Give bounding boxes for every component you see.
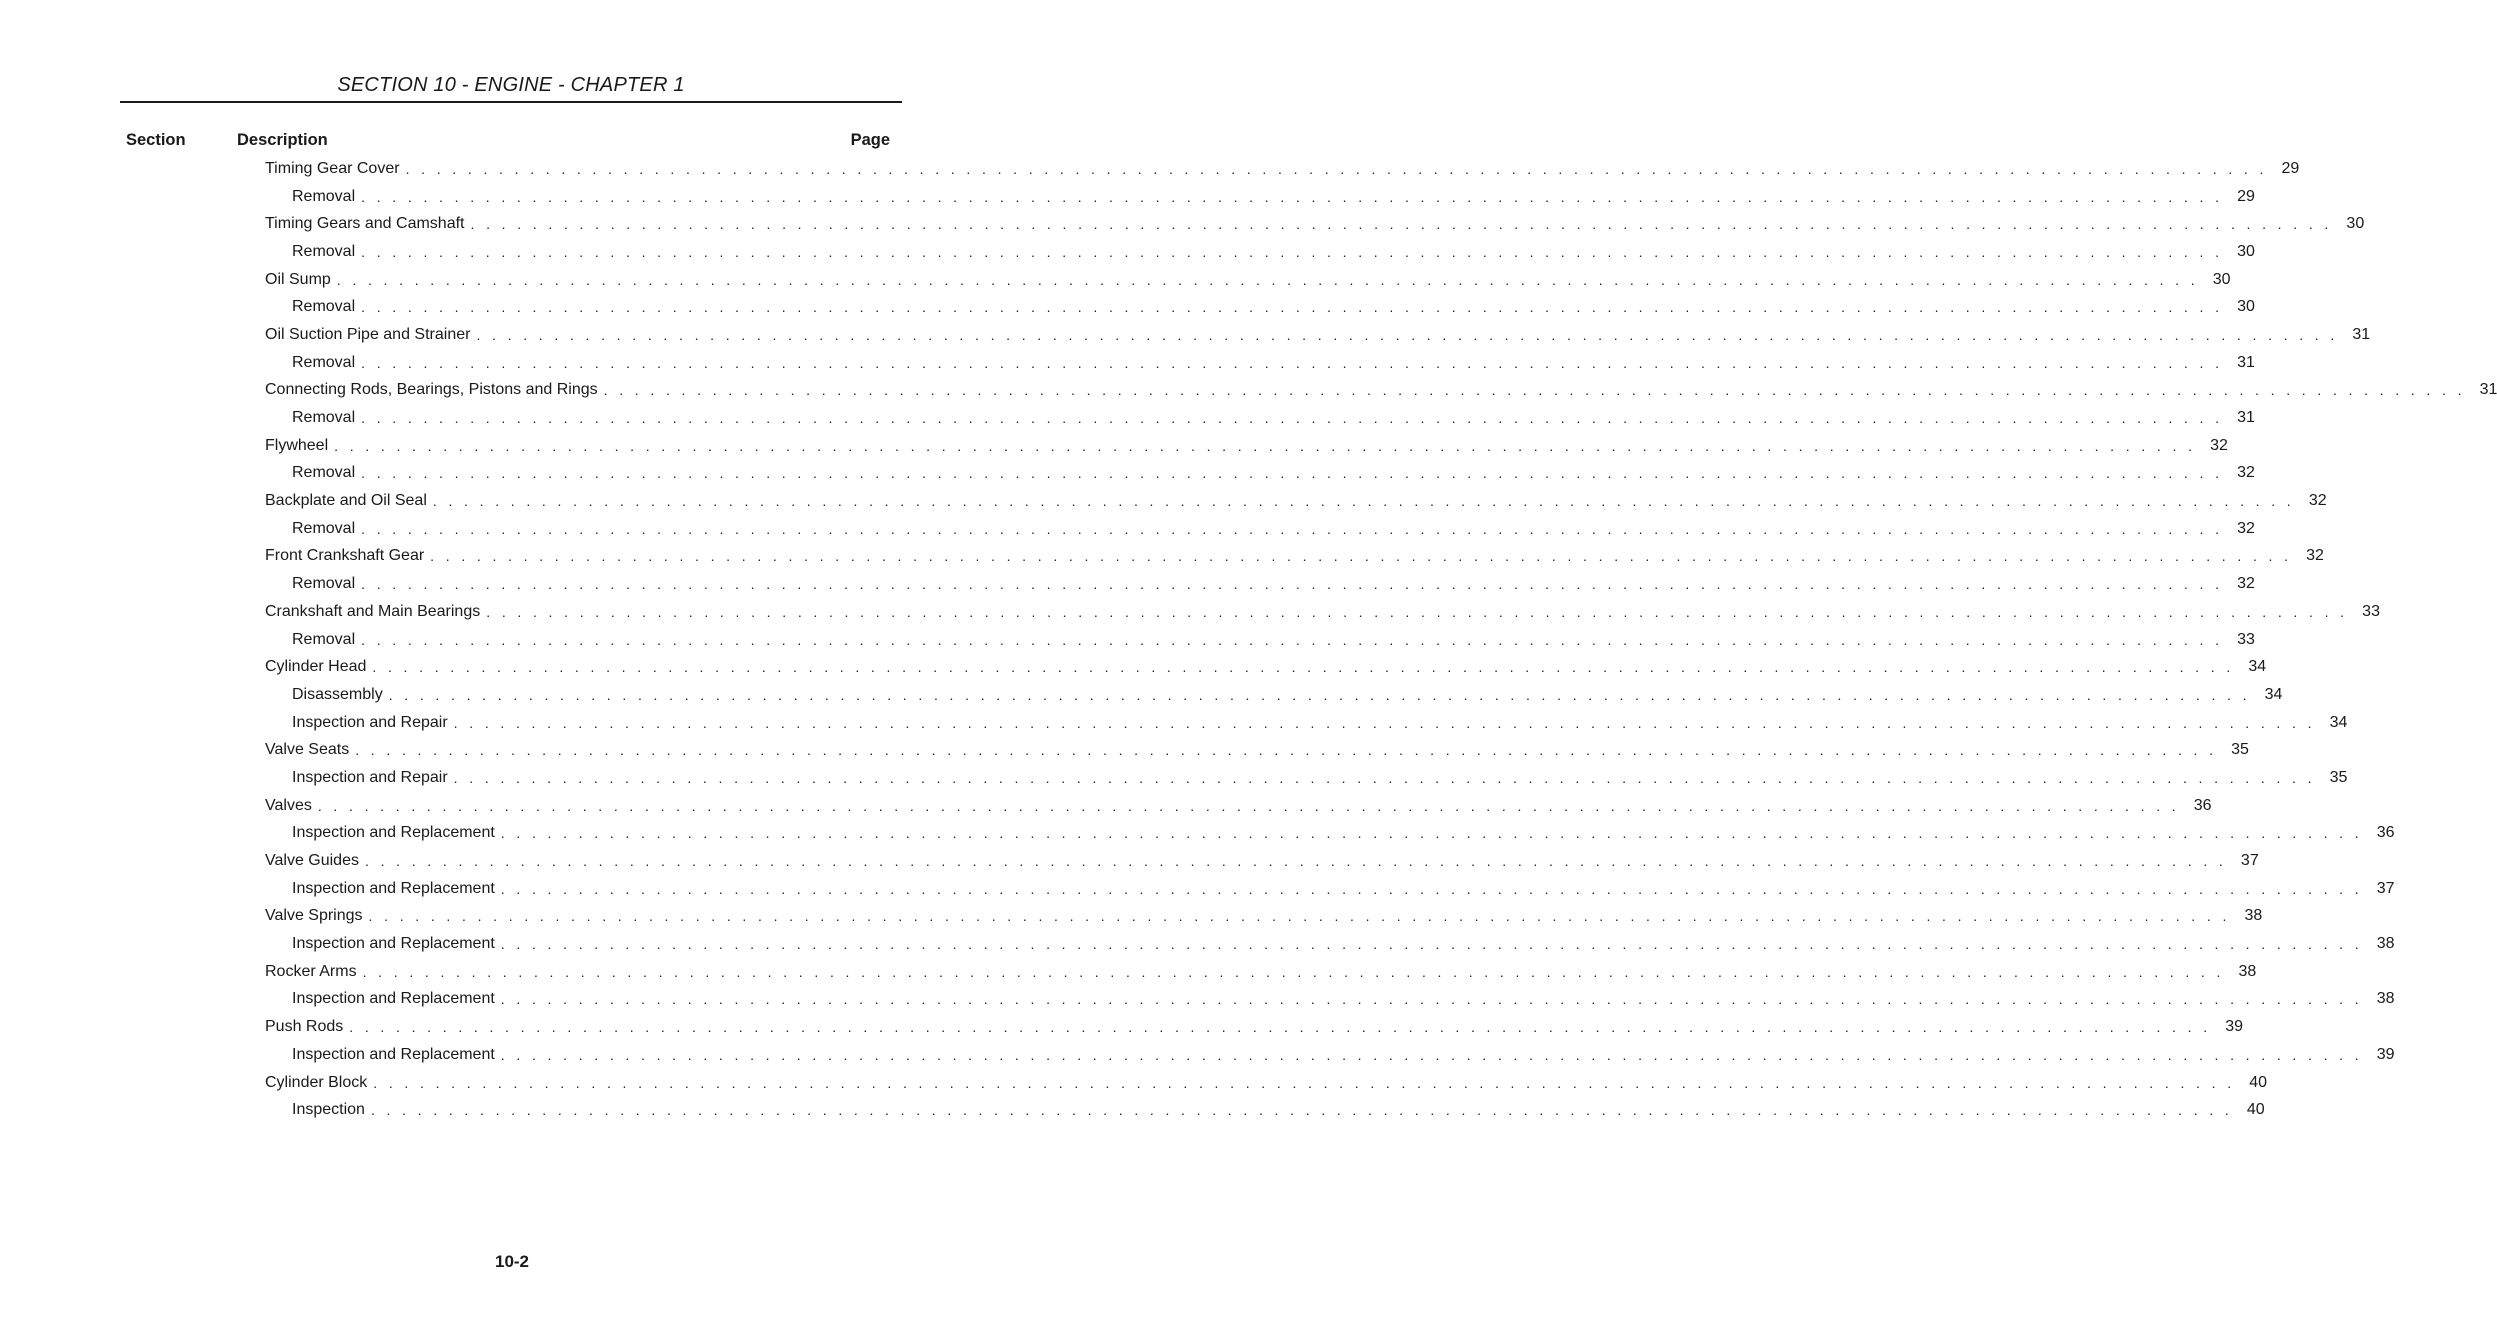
column-header-section: Section [126, 131, 186, 149]
toc-entry[interactable] [0, 764, 2348, 792]
toc-entry-page: 33 [2362, 602, 2380, 620]
toc-entry[interactable] [0, 266, 2231, 294]
dot-leader: . . . . . . . . . . . . . . . . . . . . . . . . . . . . . . . . . . . . . . . . . . . . . . . . . . . . . . . . . . . . . . . . . . . . . . . . . . . . . . . . . . . . . . . . . . . . . . . . . . . . . . . . . . . . . . . . . . . . . . . . [364, 853, 2227, 870]
toc-entry-label: Valve Seats [265, 741, 350, 759]
toc-entry-label: Rocker Arms [265, 962, 357, 980]
toc-entry-page: 40 [2249, 1073, 2267, 1091]
dot-leader: . . . . . . . . . . . . . . . . . . . . . . . . . . . . . . . . . . . . . . . . . . . . . . . . . . . . . . . . . . . . . . . . . . . . . . . . . . . . . . . . . . . . . . . . . . . . . . . . . . . . . . . . . . . . . . . . . . . . . . . . [500, 880, 2363, 897]
toc-entry[interactable] [0, 709, 2348, 737]
toc-entry-label: Cylinder Head [265, 658, 367, 676]
toc-entry-page: 32 [2210, 436, 2228, 454]
page-number: 10-2 [494, 1252, 530, 1271]
toc-entry-label: Removal [292, 519, 356, 537]
toc-entry-page: 37 [2376, 879, 2395, 897]
toc-entry-page: 38 [2238, 962, 2257, 980]
toc-entry[interactable] [0, 903, 2263, 931]
toc-entry-page: 38 [2244, 907, 2263, 925]
toc-entry-page: 36 [2193, 796, 2212, 814]
toc-entry-page: 35 [2329, 768, 2348, 786]
toc-entry-label: Inspection and Replacement [292, 935, 495, 953]
dot-leader: . . . . . . . . . . . . . . . . . . . . . . . . . . . . . . . . . . . . . . . . . . . . . . . . . . . . . . . . . . . . . . . . . . . . . . . . . . . . . . . . . . . . . . . . . . . . . . . . . . . . . . . . . . . . . . . . . . . . . . . . [470, 216, 2333, 233]
toc-entry-page: 39 [2225, 1018, 2243, 1036]
toc-entry-page: 38 [2376, 990, 2395, 1008]
toc-entry-page: 30 [2237, 298, 2255, 316]
dot-leader: . . . . . . . . . . . . . . . . . . . . . . . . . . . . . . . . . . . . . . . . . . . . . . . . . . . . . . . . . . . . . . . . . . . . . . . . . . . . . . . . . . . . . . . . . . . . . . . . . . . . . . . . . . . . . . . . . . . . . . . . [361, 520, 2223, 537]
toc-entry-label: Oil Suction Pipe and Strainer [265, 325, 471, 343]
toc-entry-label: Valves [265, 796, 312, 814]
table-of-contents [0, 155, 2497, 1124]
toc-entry-label: Inspection and Replacement [292, 990, 495, 1008]
toc-entry-page: 36 [2376, 824, 2395, 842]
toc-entry-label: Inspection and Replacement [292, 824, 495, 842]
dot-leader: . . . . . . . . . . . . . . . . . . . . . . . . . . . . . . . . . . . . . . . . . . . . . . . . . . . . . . . . . . . . . . . . . . . . . . . . . . . . . . . . . . . . . . . . . . . . . . . . . . . . . . . . . . . . . . . . . . . . . . . . [500, 1046, 2363, 1063]
toc-entry-label: Valve Springs [265, 907, 363, 925]
toc-entry-label: Valve Guides [265, 852, 359, 870]
toc-entry-label: Oil Sump [265, 270, 331, 288]
toc-entry-label: Inspection and Repair [292, 713, 448, 731]
toc-entry[interactable] [0, 820, 2395, 848]
toc-entry[interactable] [0, 1041, 2395, 1069]
toc-entry-page: 32 [2237, 575, 2255, 593]
toc-entry[interactable] [0, 210, 2365, 238]
toc-entry-label: Removal [292, 242, 356, 260]
toc-entry[interactable] [0, 847, 2259, 875]
toc-entry-label: Removal [292, 630, 356, 648]
toc-entry-page: 37 [2240, 852, 2259, 870]
toc-entry[interactable] [0, 875, 2395, 903]
toc-entry[interactable] [0, 598, 2380, 626]
toc-entry-label: Inspection [292, 1101, 365, 1119]
toc-entry[interactable] [0, 155, 2300, 183]
toc-entry-page: 34 [2264, 685, 2283, 703]
toc-entry-page: 31 [2352, 325, 2371, 343]
toc-entry[interactable] [0, 681, 2283, 709]
toc-entry[interactable] [0, 460, 2255, 488]
dot-leader: . . . . . . . . . . . . . . . . . . . . . . . . . . . . . . . . . . . . . . . . . . . . . . . . . . . . . . . . . . . . . . . . . . . . . . . . . . . . . . . . . . . . . . . . . . . . . . . . . . . . . . . . . . . . . . . . . . . . . . . . [361, 465, 2223, 482]
toc-entry-label: Removal [292, 575, 356, 593]
header-rule [120, 101, 902, 103]
toc-entry[interactable] [0, 1013, 2243, 1041]
dot-leader: . . . . . . . . . . . . . . . . . . . . . . . . . . . . . . . . . . . . . . . . . . . . . . . . . . . . . . . . . . . . . . . . . . . . . . . . . . . . . . . . . . . . . . . . . . . . . . . . . . . . . . . . . . . . . . . . . . . . . . . . [361, 576, 2223, 593]
toc-entry-label: Connecting Rods, Bearings, Pistons and Rings [265, 381, 598, 399]
toc-entry[interactable] [0, 570, 2255, 598]
toc-entry-page: 39 [2376, 1045, 2395, 1063]
toc-entry[interactable] [0, 653, 2267, 681]
dot-leader: . . . . . . . . . . . . . . . . . . . . . . . . . . . . . . . . . . . . . . . . . . . . . . . . . . . . . . . . . . . . . . . . . . . . . . . . . . . . . . . . . . . . . . . . . . . . . . . . . . . . . . . . . . . . . . . . . . . . . . . . [388, 686, 2251, 703]
toc-entry[interactable] [0, 1096, 2265, 1124]
toc-entry[interactable] [0, 487, 2327, 515]
toc-entry-page: 29 [2281, 159, 2300, 177]
toc-entry-page: 34 [2329, 713, 2348, 731]
toc-entry[interactable] [0, 792, 2212, 820]
toc-entry-page: 32 [2306, 547, 2324, 565]
column-header-description: Description [237, 131, 328, 149]
toc-entry-page: 35 [2231, 741, 2249, 759]
toc-entry-page: 33 [2237, 630, 2255, 648]
dot-leader: . . . . . . . . . . . . . . . . . . . . . . . . . . . . . . . . . . . . . . . . . . . . . . . . . . . . . . . . . . . . . . . . . . . . . . . . . . . . . . . . . . . . . . . . . . . . . . . . . . . . . . . . . . . . . . . . . . . . . . . . [368, 908, 2231, 925]
toc-entry-page: 31 [2237, 409, 2255, 427]
toc-entry-label: Disassembly [292, 685, 383, 703]
toc-entry-label: Flywheel [265, 436, 329, 454]
toc-entry[interactable] [0, 321, 2371, 349]
toc-entry[interactable] [0, 432, 2228, 460]
toc-entry-label: Cylinder Block [265, 1073, 368, 1091]
dot-leader: . . . . . . . . . . . . . . . . . . . . . . . . . . . . . . . . . . . . . . . . . . . . . . . . . . . . . . . . . . . . . . . . . . . . . . . . . . . . . . . . . . . . . . . . . . . . . . . . . . . . . . . . . . . . . . . . . . . . . . . . [355, 742, 2217, 759]
toc-entry-label: Inspection and Replacement [292, 1045, 495, 1063]
dot-leader: . . . . . . . . . . . . . . . . . . . . . . . . . . . . . . . . . . . . . . . . . . . . . . . . . . . . . . . . . . . . . . . . . . . . . . . . . . . . . . . . . . . . . . . . . . . . . . . . . . . . . . . . . . . . . . . . . . . . . . . . [361, 410, 2223, 427]
toc-entry[interactable] [0, 404, 2255, 432]
toc-entry[interactable] [0, 377, 2497, 405]
dot-leader: . . . . . . . . . . . . . . . . . . . . . . . . . . . . . . . . . . . . . . . . . . . . . . . . . . . . . . . . . . . . . . . . . . . . . . . . . . . . . . . . . . . . . . . . . . . . . . . . . . . . . . . . . . . . . . . . . . . . . . . . [361, 631, 2223, 648]
dot-leader: . . . . . . . . . . . . . . . . . . . . . . . . . . . . . . . . . . . . . . . . . . . . . . . . . . . . . . . . . . . . . . . . . . . . . . . . . . . . . . . . . . . . . . . . . . . . . . . . . . . . . . . . . . . . . . . . . . . . . . . . [334, 437, 2196, 454]
toc-entry[interactable] [0, 183, 2255, 211]
dot-leader: . . . . . . . . . . . . . . . . . . . . . . . . . . . . . . . . . . . . . . . . . . . . . . . . . . . . . . . . . . . . . . . . . . . . . . . . . . . . . . . . . . . . . . . . . . . . . . . . . . . . . . . . . . . . . . . . . . . . . . . . [361, 299, 2223, 316]
toc-entry[interactable] [0, 293, 2255, 321]
toc-entry-label: Inspection and Replacement [292, 879, 495, 897]
toc-entry-label: Removal [292, 353, 356, 371]
dot-leader: . . . . . . . . . . . . . . . . . . . . . . . . . . . . . . . . . . . . . . . . . . . . . . . . . . . . . . . . . . . . . . . . . . . . . . . . . . . . . . . . . . . . . . . . . . . . . . . . . . . . . . . . . . . . . . . . . . . . . . . . [349, 1019, 2211, 1036]
toc-entry-label: Removal [292, 187, 356, 205]
toc-entry-label: Removal [292, 298, 356, 316]
dot-leader: . . . . . . . . . . . . . . . . . . . . . . . . . . . . . . . . . . . . . . . . . . . . . . . . . . . . . . . . . . . . . . . . . . . . . . . . . . . . . . . . . . . . . . . . . . . . . . . . . . . . . . . . . . . . . . . . . . . . . . . . [372, 659, 2235, 676]
toc-entry[interactable] [0, 349, 2255, 377]
toc-entry-page: 32 [2237, 464, 2255, 482]
dot-leader: . . . . . . . . . . . . . . . . . . . . . . . . . . . . . . . . . . . . . . . . . . . . . . . . . . . . . . . . . . . . . . . . . . . . . . . . . . . . . . . . . . . . . . . . . . . . . . . . . . . . . . . . . . . . . . . . . . . . . . . . [361, 354, 2223, 371]
dot-leader: . . . . . . . . . . . . . . . . . . . . . . . . . . . . . . . . . . . . . . . . . . . . . . . . . . . . . . . . . . . . . . . . . . . . . . . . . . . . . . . . . . . . . . . . . . . . . . . . . . . . . . . . . . . . . . . . . . . . . . . . [486, 603, 2348, 620]
toc-entry[interactable] [0, 1069, 2267, 1097]
toc-entry-label: Crankshaft and Main Bearings [265, 602, 481, 620]
dot-leader: . . . . . . . . . . . . . . . . . . . . . . . . . . . . . . . . . . . . . . . . . . . . . . . . . . . . . . . . . . . . . . . . . . . . . . . . . . . . . . . . . . . . . . . . . . . . . . . . . . . . . . . . . . . . . . . . . . . . . . . . [476, 326, 2339, 343]
toc-entry-page: 38 [2376, 935, 2395, 953]
toc-entry[interactable] [0, 543, 2324, 571]
toc-entry[interactable] [0, 515, 2255, 543]
toc-entry-page: 31 [2479, 381, 2497, 399]
toc-entry-label: Inspection and Repair [292, 768, 448, 786]
toc-entry[interactable] [0, 958, 2257, 986]
dot-leader: . . . . . . . . . . . . . . . . . . . . . . . . . . . . . . . . . . . . . . . . . . . . . . . . . . . . . . . . . . . . . . . . . . . . . . . . . . . . . . . . . . . . . . . . . . . . . . . . . . . . . . . . . . . . . . . . . . . . . . . . [603, 382, 2466, 399]
dot-leader: . . . . . . . . . . . . . . . . . . . . . . . . . . . . . . . . . . . . . . . . . . . . . . . . . . . . . . . . . . . . . . . . . . . . . . . . . . . . . . . . . . . . . . . . . . . . . . . . . . . . . . . . . . . . . . . . . . . . . . . . [373, 1074, 2235, 1091]
toc-entry-page: 30 [2237, 242, 2255, 260]
toc-entry-page: 32 [2237, 519, 2255, 537]
toc-entry-label: Timing Gears and Camshaft [265, 215, 465, 233]
toc-entry-page: 29 [2237, 187, 2255, 205]
page-header-title: SECTION 10 - ENGINE - CHAPTER 1 [337, 74, 685, 96]
dot-leader: . . . . . . . . . . . . . . . . . . . . . . . . . . . . . . . . . . . . . . . . . . . . . . . . . . . . . . . . . . . . . . . . . . . . . . . . . . . . . . . . . . . . . . . . . . . . . . . . . . . . . . . . . . . . . . . . . . . . . . . . [453, 714, 2316, 731]
toc-entry-page: 30 [2346, 215, 2365, 233]
dot-leader: . . . . . . . . . . . . . . . . . . . . . . . . . . . . . . . . . . . . . . . . . . . . . . . . . . . . . . . . . . . . . . . . . . . . . . . . . . . . . . . . . . . . . . . . . . . . . . . . . . . . . . . . . . . . . . . . . . . . . . . . [362, 963, 2225, 980]
toc-entry[interactable] [0, 736, 2249, 764]
toc-entry-page: 32 [2308, 492, 2327, 510]
toc-entry[interactable] [0, 626, 2255, 654]
dot-leader: . . . . . . . . . . . . . . . . . . . . . . . . . . . . . . . . . . . . . . . . . . . . . . . . . . . . . . . . . . . . . . . . . . . . . . . . . . . . . . . . . . . . . . . . . . . . . . . . . . . . . . . . . . . . . . . . . . . . . . . . [432, 493, 2295, 510]
toc-entry[interactable] [0, 986, 2395, 1014]
dot-leader: . . . . . . . . . . . . . . . . . . . . . . . . . . . . . . . . . . . . . . . . . . . . . . . . . . . . . . . . . . . . . . . . . . . . . . . . . . . . . . . . . . . . . . . . . . . . . . . . . . . . . . . . . . . . . . . . . . . . . . . . [336, 271, 2199, 288]
toc-entry-label: Timing Gear Cover [265, 159, 400, 177]
toc-entry-page: 31 [2237, 353, 2255, 371]
toc-entry-page: 34 [2248, 658, 2267, 676]
toc-entry[interactable] [0, 930, 2395, 958]
toc-entry-page: 30 [2212, 270, 2231, 288]
dot-leader: . . . . . . . . . . . . . . . . . . . . . . . . . . . . . . . . . . . . . . . . . . . . . . . . . . . . . . . . . . . . . . . . . . . . . . . . . . . . . . . . . . . . . . . . . . . . . . . . . . . . . . . . . . . . . . . . . . . . . . . . [317, 797, 2180, 814]
toc-entry[interactable] [0, 238, 2255, 266]
dot-leader: . . . . . . . . . . . . . . . . . . . . . . . . . . . . . . . . . . . . . . . . . . . . . . . . . . . . . . . . . . . . . . . . . . . . . . . . . . . . . . . . . . . . . . . . . . . . . . . . . . . . . . . . . . . . . . . . . . . . . . . . [500, 991, 2363, 1008]
dot-leader: . . . . . . . . . . . . . . . . . . . . . . . . . . . . . . . . . . . . . . . . . . . . . . . . . . . . . . . . . . . . . . . . . . . . . . . . . . . . . . . . . . . . . . . . . . . . . . . . . . . . . . . . . . . . . . . . . . . . . . . . [500, 825, 2363, 842]
toc-entry-page: 40 [2246, 1101, 2265, 1119]
column-header-page: Page [850, 131, 890, 149]
toc-entry-label: Removal [292, 464, 356, 482]
toc-entry-label: Front Crankshaft Gear [265, 547, 425, 565]
dot-leader: . . . . . . . . . . . . . . . . . . . . . . . . . . . . . . . . . . . . . . . . . . . . . . . . . . . . . . . . . . . . . . . . . . . . . . . . . . . . . . . . . . . . . . . . . . . . . . . . . . . . . . . . . . . . . . . . . . . . . . . . [405, 160, 2268, 177]
dot-leader: . . . . . . . . . . . . . . . . . . . . . . . . . . . . . . . . . . . . . . . . . . . . . . . . . . . . . . . . . . . . . . . . . . . . . . . . . . . . . . . . . . . . . . . . . . . . . . . . . . . . . . . . . . . . . . . . . . . . . . . . [500, 936, 2363, 953]
dot-leader: . . . . . . . . . . . . . . . . . . . . . . . . . . . . . . . . . . . . . . . . . . . . . . . . . . . . . . . . . . . . . . . . . . . . . . . . . . . . . . . . . . . . . . . . . . . . . . . . . . . . . . . . . . . . . . . . . . . . . . . . [430, 548, 2292, 565]
dot-leader: . . . . . . . . . . . . . . . . . . . . . . . . . . . . . . . . . . . . . . . . . . . . . . . . . . . . . . . . . . . . . . . . . . . . . . . . . . . . . . . . . . . . . . . . . . . . . . . . . . . . . . . . . . . . . . . . . . . . . . . . [370, 1102, 2233, 1119]
dot-leader: . . . . . . . . . . . . . . . . . . . . . . . . . . . . . . . . . . . . . . . . . . . . . . . . . . . . . . . . . . . . . . . . . . . . . . . . . . . . . . . . . . . . . . . . . . . . . . . . . . . . . . . . . . . . . . . . . . . . . . . . [361, 188, 2223, 205]
toc-entry-label: Backplate and Oil Seal [265, 492, 427, 510]
dot-leader: . . . . . . . . . . . . . . . . . . . . . . . . . . . . . . . . . . . . . . . . . . . . . . . . . . . . . . . . . . . . . . . . . . . . . . . . . . . . . . . . . . . . . . . . . . . . . . . . . . . . . . . . . . . . . . . . . . . . . . . . [453, 769, 2316, 786]
toc-entry-label: Removal [292, 409, 356, 427]
toc-entry-label: Push Rods [265, 1018, 344, 1036]
dot-leader: . . . . . . . . . . . . . . . . . . . . . . . . . . . . . . . . . . . . . . . . . . . . . . . . . . . . . . . . . . . . . . . . . . . . . . . . . . . . . . . . . . . . . . . . . . . . . . . . . . . . . . . . . . . . . . . . . . . . . . . . [361, 243, 2223, 260]
